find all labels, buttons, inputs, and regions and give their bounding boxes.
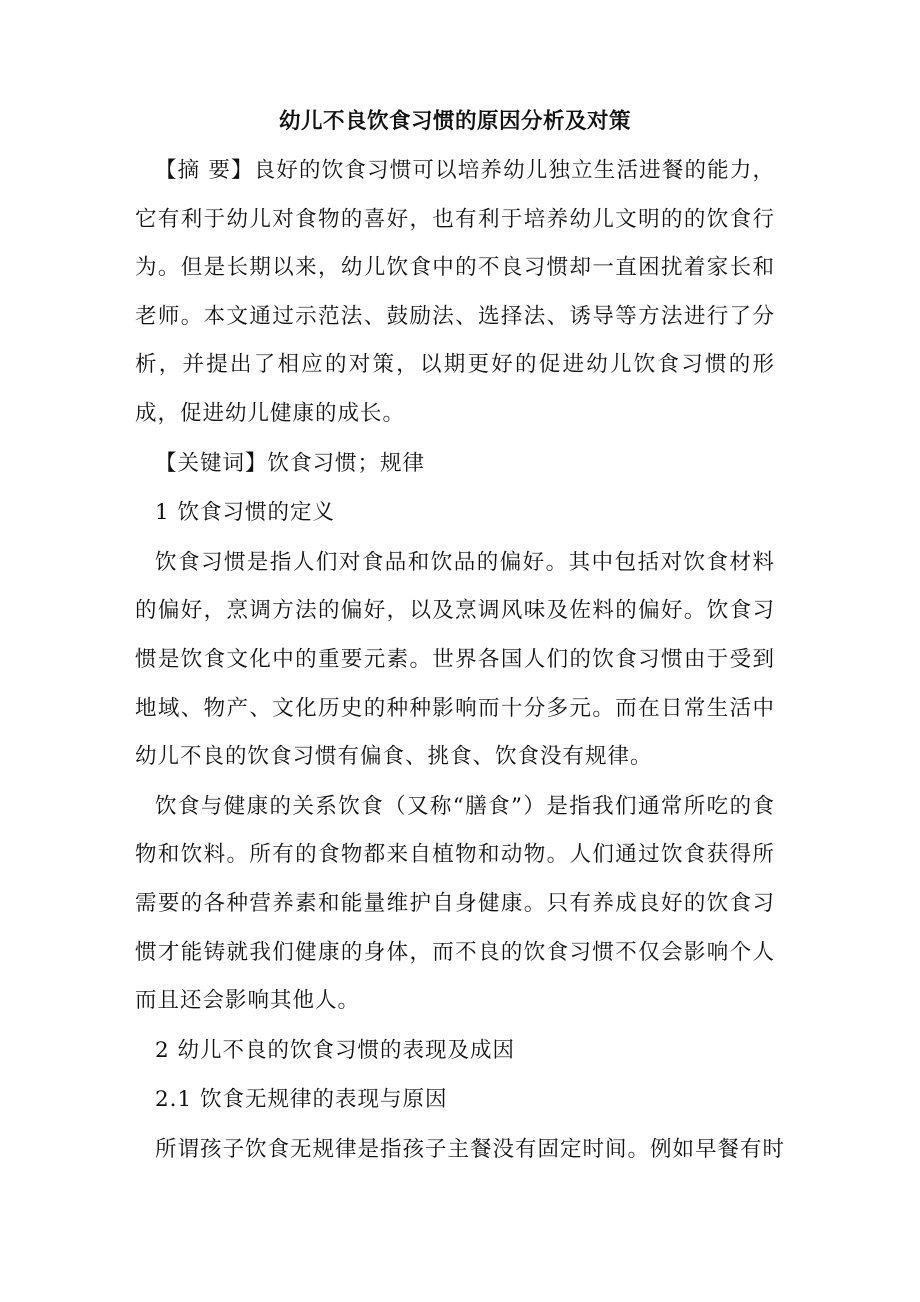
section-1-paragraph-2: 饮食与健康的关系饮食（又称“膳食”）是指我们通常所吃的食物和饮料。所有的食物都来自植物和动物。人们通过饮食获得所需要的各种营养素和能量维护自身健康。只有养成良好的饮食习惯才能铸就我们健康的身体，而不良的饮食习惯不仅会影响个人而且还会影响其他人。 bbox=[135, 793, 775, 1014]
section-2-1-heading: 2.1 饮食无规律的表现与原因 bbox=[155, 1087, 448, 1113]
section-1-paragraph-1: 饮食习惯是指人们对食品和饮品的偏好。其中包括对饮食材料的偏好，烹调方法的偏好，以及烹调风味及佐料的偏好。饮食习惯是饮食文化中的重要元素。世界各国人们的饮食习惯由于受到地域、物产、文化历史的种种影响而十分多元。而在日常生活中幼儿不良的饮食习惯有偏食、挑食、饮食没有规律。 bbox=[135, 549, 775, 770]
document-body bbox=[135, 98, 786, 1175]
section-2-1-paragraph: 所谓孩子饮食无规律是指孩子主餐没有固定时间。例如早餐有时 bbox=[155, 1136, 786, 1162]
section-2-heading: 2 幼儿不良的饮食习惯的表现及成因 bbox=[155, 1037, 516, 1063]
abstract-paragraph: 【摘 要】良好的饮食习惯可以培养幼儿独立生活进餐的能力，它有利于幼儿对食物的喜好，也有利于培养幼儿文明的的饮食行为。但是长期以来，幼儿饮食中的不良习惯却一直困扰着家长和老师。本文通过示范法、鼓励法、选择法、诱导等方法进行了分析，并提出了相应的对策，以期更好的促进幼儿饮食习惯的形成，促进幼儿健康的成长。 bbox=[135, 158, 775, 426]
keywords-line: 【关键词】饮食习惯；规律 bbox=[155, 450, 426, 476]
section-1-heading: 1 饮食习惯的定义 bbox=[155, 500, 336, 526]
page-title: 幼儿不良饮食习惯的原因分析及对策 bbox=[278, 109, 631, 134]
